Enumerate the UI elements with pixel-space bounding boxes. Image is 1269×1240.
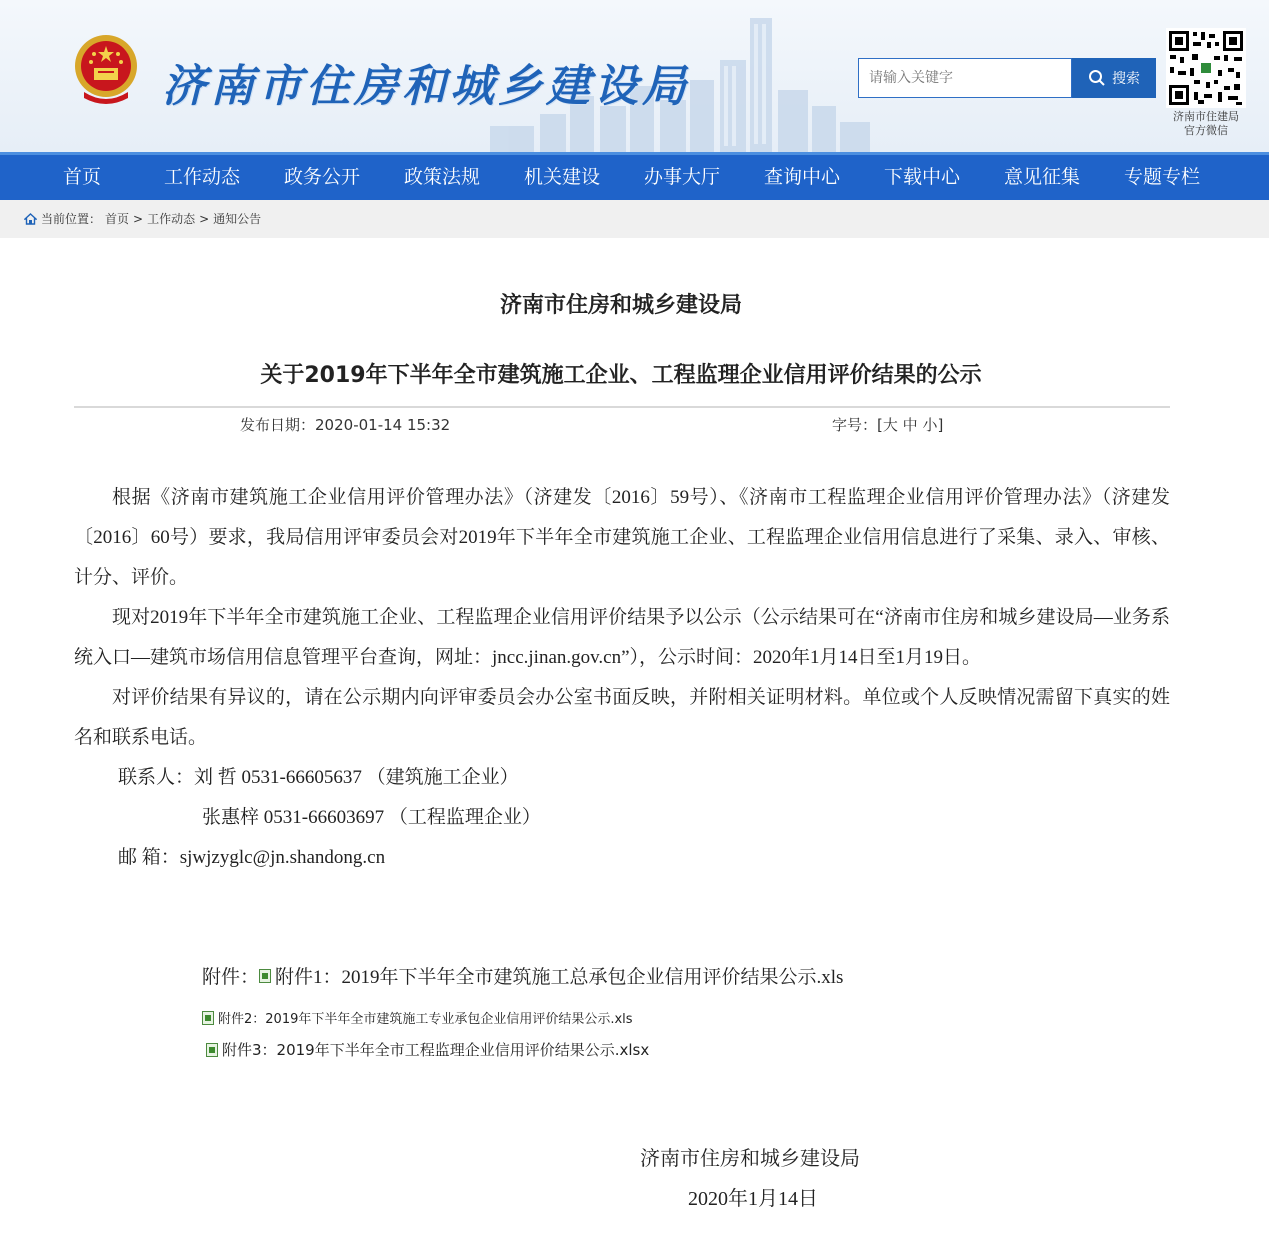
site-header (0, 0, 1269, 152)
article-paragraph: 根据《济南市建筑施工企业信用评价管理办法》（济建发〔2016〕59号）、《济南市工程监理企业信用评价管理办法》（济建发〔2016〕60号）要求，我局信用评审委员会对2019年下半年全市建筑施工企业、工程监理企业信用信息进行了采集、录入、审核、计分、评价。 (74, 487, 1170, 588)
contact-line-2: 张惠梓 0531-66603697 （工程监理企业） (202, 807, 541, 828)
qr-caption (1156, 110, 1256, 138)
xls-file-icon (202, 1011, 214, 1025)
attachment-2[interactable] (202, 1008, 633, 1027)
publish-date-value: 2020-01-14 15:32 (315, 416, 451, 434)
article-title: 关于2019年下半年全市建筑施工企业、工程监理企业信用评价结果的公示 (260, 363, 982, 388)
article-body (74, 478, 1170, 878)
search-icon (1088, 69, 1106, 87)
nav-item-query-center[interactable]: 查询中心 (763, 166, 840, 188)
article-org: 济南市住房和城乡建设局 (499, 293, 742, 318)
attachment-2-link[interactable]: 附件2：2019年下半年全市建筑施工专业承包企业信用评价结果公示.xls (218, 1012, 633, 1027)
nav-item-work-news[interactable]: 工作动态 (163, 166, 240, 188)
attachment-1-link[interactable]: 附件1：2019年下半年全市建筑施工总承包企业信用评价结果公示.xls (275, 967, 844, 988)
xls-file-icon (206, 1043, 218, 1057)
breadcrumb (0, 200, 1269, 238)
nav-item-organ-building[interactable]: 机关建设 (523, 166, 600, 188)
signature-date: 2020年1月14日 (688, 1188, 818, 1210)
attachment-3-link[interactable]: 附件3：2019年下半年全市工程监理企业信用评价结果公示.xlsx (222, 1041, 650, 1059)
nav-item-service-hall[interactable]: 办事大厅 (643, 166, 720, 188)
attachment-label: 附件： (202, 967, 260, 988)
font-size-control (832, 414, 943, 435)
breadcrumb-notices[interactable]: 通知公告 (213, 212, 262, 226)
main-nav (0, 152, 1269, 200)
nav-item-policies[interactable]: 政策法规 (403, 166, 480, 188)
qr-code-icon (1166, 28, 1246, 108)
signature-org: 济南市住房和城乡建设局 (640, 1148, 860, 1170)
breadcrumb-label: 当前位置： (41, 212, 102, 226)
font-size-small[interactable]: 小 (922, 416, 938, 434)
nav-item-download-center[interactable]: 下载中心 (883, 166, 960, 188)
qr-caption-line2: 官方微信 (1184, 124, 1228, 137)
font-size-label: 字号：[ (832, 416, 883, 434)
publish-date (240, 414, 450, 435)
search-input[interactable] (858, 58, 1072, 98)
search-button-label: 搜索 (1112, 71, 1140, 87)
breadcrumb-home[interactable]: 首页 (105, 212, 130, 226)
breadcrumb-work-news[interactable]: 工作动态 (147, 212, 196, 226)
attachment-3[interactable] (206, 1039, 649, 1060)
search-button[interactable] (1072, 58, 1156, 98)
nav-item-special-topics[interactable]: 专题专栏 (1123, 166, 1200, 188)
breadcrumb-separator: > (133, 212, 144, 226)
xls-file-icon (259, 969, 271, 983)
national-emblem-icon (72, 32, 140, 104)
nav-item-government-affairs[interactable]: 政务公开 (283, 166, 360, 188)
qr-caption-line1: 济南市住建局 (1173, 110, 1239, 123)
breadcrumb-separator: > (199, 212, 210, 226)
site-title[interactable]: 济南市住房和城乡建设局 (162, 61, 690, 112)
contact-line-1: 联系人：刘 哲 0531-66605637 （建筑施工企业） (118, 767, 519, 788)
nav-item-home[interactable]: 首页 (62, 166, 101, 188)
home-icon (24, 213, 37, 225)
nav-item-feedback[interactable]: 意见征集 (1003, 166, 1080, 188)
article-paragraph: 现对2019年下半年全市建筑施工企业、工程监理企业信用评价结果予以公示（公示结果可在“济南市住房和城乡建设局—业务系统入口—建筑市场信用信息管理平台查询，网址：jncc.jinan.gov.cn”），公示时间：2020年1月14日至1月19日。 (74, 607, 1170, 668)
font-size-large[interactable]: 大 (882, 416, 898, 434)
contact-email: 邮 箱：sjwjzyglc@jn.shandong.cn (118, 847, 386, 868)
article-paragraph: 对评价结果有异议的，请在公示期内向评审委员会办公室书面反映，并附相关证明材料。单位或个人反映情况需留下真实的姓名和联系电话。 (74, 687, 1170, 748)
font-size-end: ] (937, 416, 944, 434)
publish-date-label: 发布日期： (240, 416, 316, 434)
attachment-1[interactable] (202, 962, 843, 989)
title-divider (74, 406, 1170, 408)
font-size-medium[interactable]: 中 (902, 416, 918, 434)
